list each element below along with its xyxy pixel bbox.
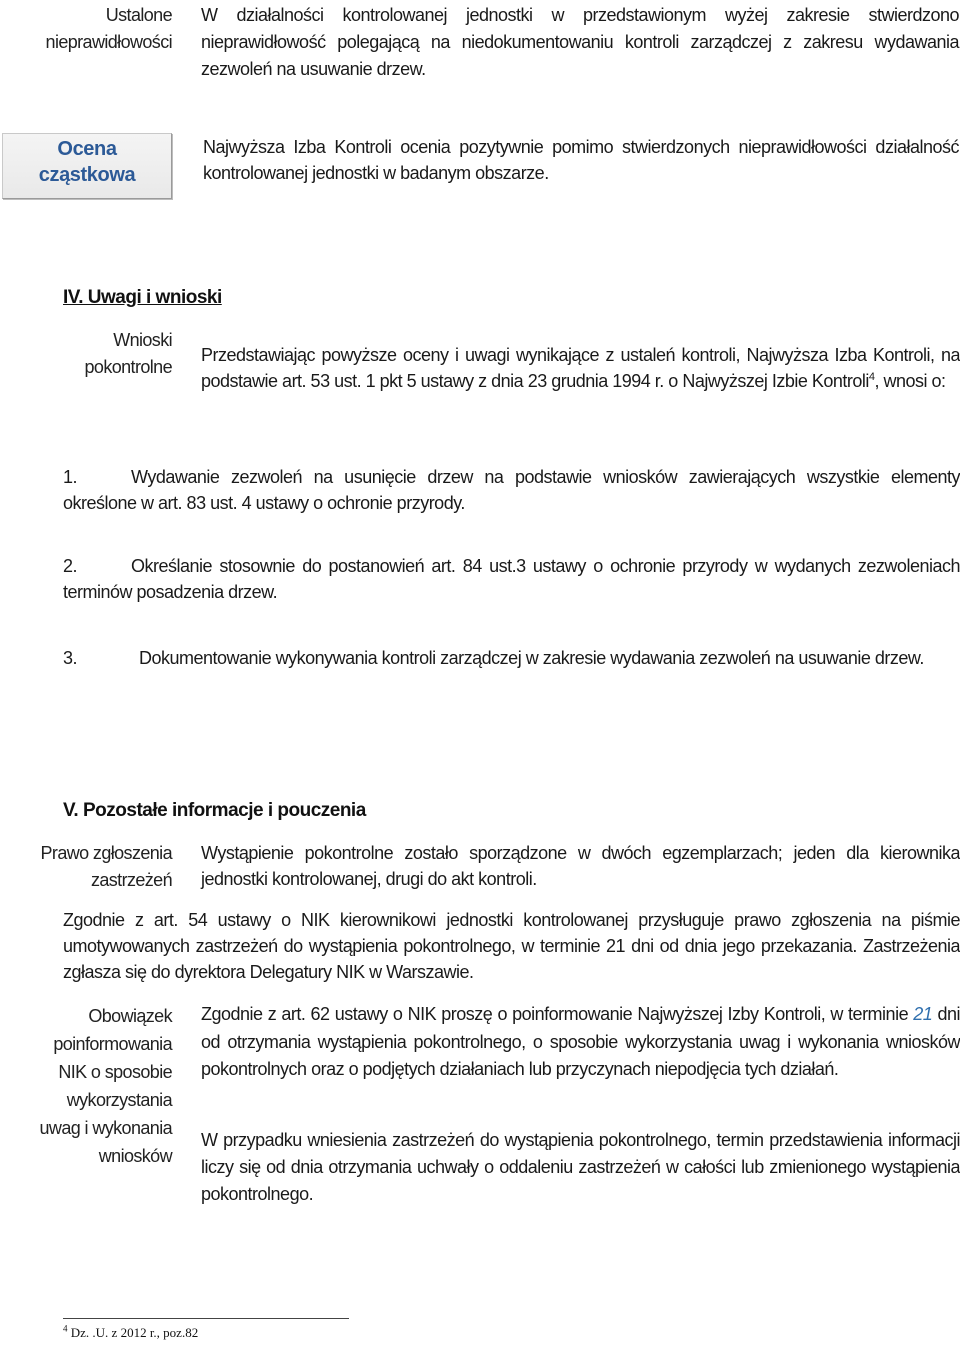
side-label-prawo <box>0 840 172 894</box>
side-label-line: uwag i wykonania <box>39 1118 172 1138</box>
side-label-line: zastrzeżeń <box>90 870 172 890</box>
side-label-line: nieprawidłowości <box>45 32 172 52</box>
wnioski-intro <box>201 342 960 394</box>
item-number: 1. <box>63 467 78 487</box>
item-text: Określanie stosownie do postanowień art. 84 ust.3 ustawy o ochronie przyrody w wydanych zezwoleniach terminów posadzenia drzew. <box>63 556 960 602</box>
prawo-paragraph: Wystąpienie pokontrolne zostało sporządzone w dwóch egzemplarzach; jeden dla kierownika jednostki kontrolowanej, drugi do akt kontroli. <box>201 843 960 889</box>
side-label-line: NIK o sposobie <box>58 1062 172 1082</box>
wniosek-item-2 <box>63 553 960 605</box>
side-label-obowiazek <box>0 1002 172 1170</box>
zgodnie-art54-paragraph: Zgodnie z art. 54 ustawy o NIK kierownikowi jednostki kontrolowanej przysługuje prawo zgłoszenia na piśmie umotywowanych zastrzeżeń do wystąpienia pokontrolnego, w terminie 21 dni od dnia jego przekazania. Zastrzeżenia zgłasza się do dyrektora Delegatury NIK w Warszawie. <box>63 910 960 982</box>
side-label-wnioski <box>0 327 172 381</box>
side-label-line: poinformowania <box>53 1034 172 1054</box>
ustalone-paragraph: W działalności kontrolowanej jednostki w przedstawionym wyżej zakresie stwierdzono nieprawidłowość polegającą na niedokumentowaniu kontroli zarządczej z zakresu wydawania zezwoleń na usuwanie drzew. <box>201 5 959 79</box>
intro-end: , wnosi o: <box>874 371 946 391</box>
side-label-line: wykorzystania <box>66 1090 172 1110</box>
footnote-text: Dz. .U. z 2012 r., poz.82 <box>70 1325 199 1340</box>
section-v-heading <box>63 800 366 822</box>
obowiazek-paragraph-1 <box>201 1001 960 1084</box>
intro-text: Przedstawiając powyższe oceny i uwagi wynikające z ustaleń kontroli, Najwyższa Izba Kontroli, na podstawie art. 53 ust. 1 pkt 5 ustawy z dnia 23 grudnia 1994 r. o Najwyższej Izbie Kontroli <box>201 345 960 391</box>
footnote-separator <box>63 1318 349 1319</box>
wniosek-item-1 <box>63 464 960 516</box>
item-number: 2. <box>63 556 78 576</box>
side-label-ustalone <box>0 2 172 56</box>
obowiazek-text-a: Zgodnie z art. 62 ustawy o NIK proszę o poinformowanie Najwyższej Izby Kontroli, w terminie <box>201 1004 909 1024</box>
section-iv-heading: IV. Uwagi i wnioski <box>63 287 222 308</box>
wniosek-item-3 <box>63 645 960 671</box>
section-v-heading-text: V. Pozostałe informacje i pouczenia <box>63 800 366 821</box>
side-label-line: Wnioski <box>113 330 172 350</box>
obowiazek-paragraph-2: W przypadku wniesienia zastrzeżeń do wystąpienia pokontrolnego, termin przedstawienia informacji liczy się od dnia otrzymania uchwały o oddaleniu zastrzeżeń w całości lub zmienionego wystąpienia pokontrolnego. <box>201 1130 960 1204</box>
item-text: Dokumentowanie wykonywania kontroli zarządczej w zakresie wydawania zezwoleń na usuwanie drzew. <box>139 648 924 668</box>
box-line: Ocena <box>57 138 117 160</box>
box-line: cząstkowa <box>38 164 136 186</box>
side-label-line: Ustalone <box>105 5 172 25</box>
ocena-czastkowa-box <box>2 133 172 199</box>
side-label-line: wniosków <box>98 1146 172 1166</box>
side-label-line: Obowiązek <box>88 1006 172 1026</box>
footnote <box>63 1325 198 1341</box>
ocena-paragraph: Najwyższa Izba Kontroli ocenia pozytywnie pomimo stwierdzonych nieprawidłowości działalność kontrolowanej jednostki w badanym obszarze. <box>203 137 959 183</box>
side-label-line: Prawo zgłoszenia <box>40 843 172 863</box>
footnote-number: 4 <box>63 1323 68 1334</box>
footnote-ref: 4 <box>868 371 875 383</box>
obowiazek-text-b: dni od otrzymania wystąpienia pokontrolnego, o sposobie wykorzystania uwag i wykonania wniosków pokontrolnych oraz o podjętych działaniach lub przyczynach niepodjęcia tych działań. <box>201 1004 960 1079</box>
item-number: 3. <box>63 648 78 668</box>
item-text: Wydawanie zezwoleń na usunięcie drzew na podstawie wniosków zawierających wszystkie elementy określone w art. 83 ust. 4 ustawy o ochronie przyrody. <box>63 467 960 513</box>
side-label-line: pokontrolne <box>84 357 172 377</box>
deadline-days: 21 <box>913 1004 933 1024</box>
